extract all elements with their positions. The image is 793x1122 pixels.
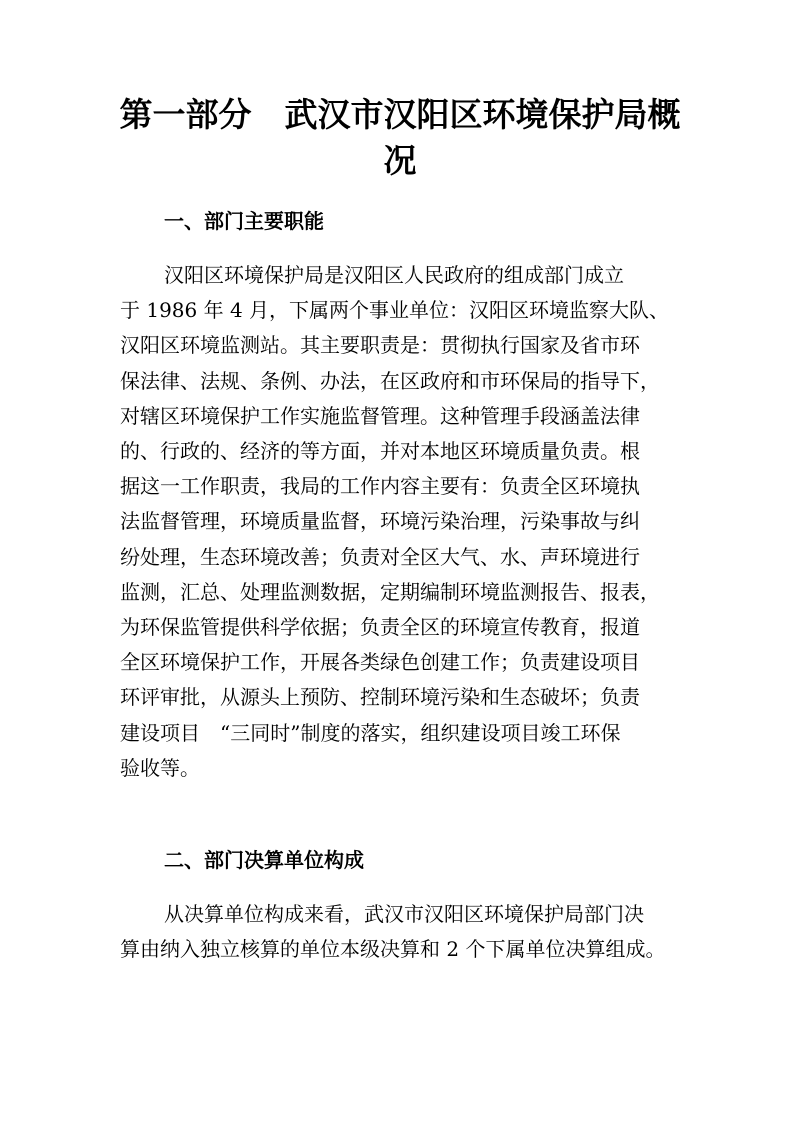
paragraph-line: 法监督管理，环境质量监督，环境污染治理，污染事故与纠 xyxy=(120,509,640,534)
title-line-1: 第一部分 武汉市汉阳区环境保护局概 xyxy=(119,95,681,134)
paragraph-line: 据这一工作职责，我局的工作内容主要有：负责全区环境执 xyxy=(120,474,640,499)
paragraph-line: 对辖区环境保护工作实施监督管理。这种管理手段涵盖法律 xyxy=(120,403,640,428)
title-line-2: 况 xyxy=(383,141,417,180)
paragraph-line: 为环保监管提供科学依据；负责全区的环境宣传教育，报道 xyxy=(120,615,640,640)
paragraph-line: 汉阳区环境保护局是汉阳区人民政府的组成部门成立 xyxy=(164,263,624,287)
section-body-functions xyxy=(120,258,690,786)
paragraph-line: 保法律、法规、条例、办法，在区政府和市环保局的指导下， xyxy=(120,368,660,393)
paragraph-line: 算由纳入独立核算的单位本级决算和 2 个下属单位决算组成。 xyxy=(120,937,666,962)
paragraph-line: 监测，汇总、处理监测数据，定期编制环境监测报告、报表， xyxy=(120,579,660,604)
paragraph-line: 汉阳区环境监测站。其主要职责是：贯彻执行国家及省市环 xyxy=(120,333,640,358)
paragraph-line: 环评审批，从源头上预防、控制环境污染和生态破坏；负责 xyxy=(120,685,640,710)
section-heading-units: 二、部门决算单位构成 xyxy=(164,848,364,872)
paragraph-line: 建设项目 “三同时”制度的落实，组织建设项目竣工环保 xyxy=(120,720,621,745)
paragraph-line: 从决算单位构成来看，武汉市汉阳区环境保护局部门决 xyxy=(164,902,644,926)
paragraph-line: 于 1986 年 4 月，下属两个事业单位：汉阳区环境监察大队、 xyxy=(120,298,670,323)
page-title xyxy=(110,92,690,184)
paragraph-line: 的、行政的、经济的等方面，并对本地区环境质量负责。根 xyxy=(120,439,640,464)
paragraph-line: 全区环境保护工作，开展各类绿色创建工作；负责建设项目 xyxy=(120,650,640,675)
section-heading-functions: 一、部门主要职能 xyxy=(164,209,324,233)
section-body-units xyxy=(120,897,690,967)
paragraph-line: 纷处理，生态环境改善；负责对全区大气、水、声环境进行 xyxy=(120,544,640,569)
paragraph-line: 验收等。 xyxy=(120,755,200,780)
